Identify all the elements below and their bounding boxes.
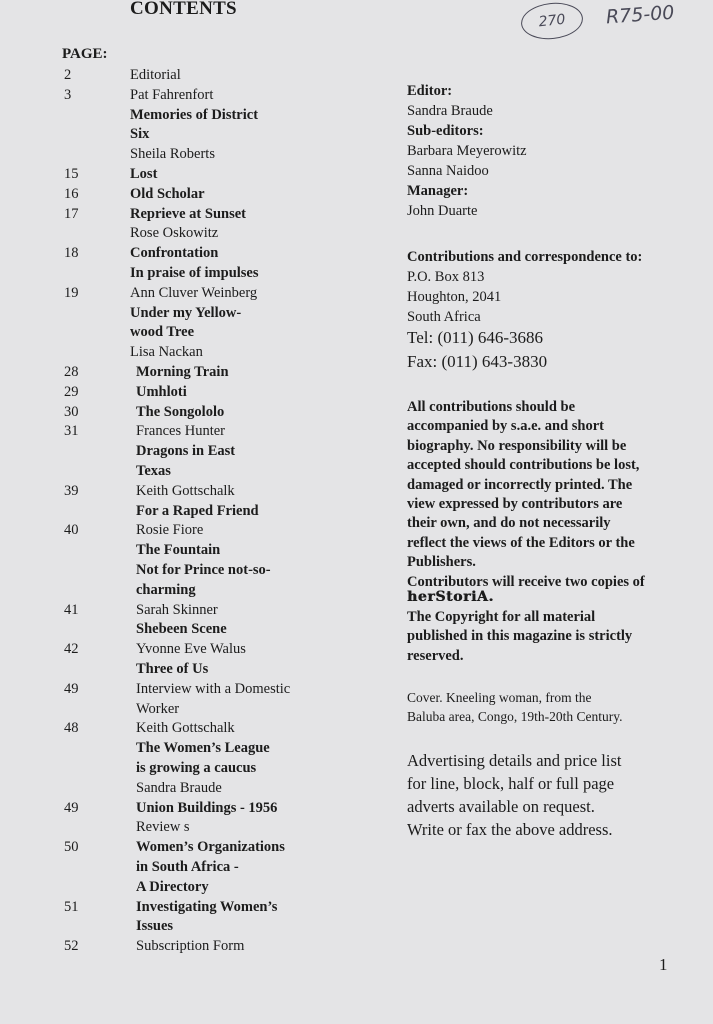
policy-line: view expressed by contributors are	[407, 496, 623, 512]
toc-entry-text: Subscription Form	[136, 938, 245, 955]
staff-line: John Duarte	[407, 203, 478, 219]
toc-page-number: 42	[64, 641, 79, 658]
page-title: CONTENTS	[130, 0, 237, 19]
toc-entry-text: Six	[130, 126, 150, 143]
handwritten-price: R75-00	[605, 1, 676, 29]
policy-line: their own, and do not necessarily	[407, 515, 611, 532]
toc-page-number: 40	[64, 522, 79, 539]
staff-line: Editor:	[407, 83, 453, 99]
toc-page-number: 15	[64, 166, 79, 182]
toc-page-number: 49	[64, 680, 79, 697]
toc-entry-text: is growing a caucus	[136, 760, 257, 776]
toc-entry-text: Pat Fahrenfort	[130, 86, 214, 103]
toc-page-number: 39	[64, 482, 79, 499]
toc-entry-text: Not for Prince not-so-	[136, 562, 271, 578]
toc-entry-text: A Directory	[136, 878, 209, 895]
policy-line: All contributions should be	[407, 399, 576, 415]
toc-entry-text: Yvonne Eve Walus	[136, 641, 246, 658]
toc-entry-text: Sandra Braude	[136, 779, 222, 796]
toc-entry-text: Texas	[136, 463, 171, 479]
toc-entry-text: For a Raped Friend	[136, 502, 259, 519]
toc-entry-text: Keith Gottschalk	[136, 482, 235, 499]
toc-entry-text: Sarah Skinner	[136, 601, 218, 618]
telephone: Tel: (011) 646-3686	[407, 328, 544, 347]
policy-line: accepted should contributions be lost,	[407, 457, 640, 474]
toc-page-number: 50	[64, 839, 79, 856]
toc-entry-text: The Women’s League	[136, 740, 270, 757]
toc-page-number: 49	[64, 799, 79, 816]
toc-entry-text: wood Tree	[130, 324, 195, 341]
toc-entry-text: Issues	[136, 918, 174, 935]
toc-page-number: 19	[64, 284, 79, 301]
toc-entry-text: Ann Cluver Weinberg	[130, 284, 258, 301]
toc-page-number: 30	[64, 403, 79, 420]
toc-page-number: 17	[64, 205, 79, 222]
toc-page-number: 16	[64, 185, 79, 202]
toc-entry-text: The Fountain	[136, 542, 221, 559]
toc-entry-text: Dragons in East	[136, 443, 236, 460]
staff-line: Manager:	[407, 183, 469, 199]
toc-entry-text: Investigating Women’s	[136, 898, 278, 915]
policy-line: reflect the views of the Editors or the	[407, 534, 635, 551]
toc-page-number: 48	[64, 720, 79, 737]
toc-entry-text: Union Buildings - 1956	[136, 799, 278, 816]
toc-entry-text: Lost	[130, 166, 158, 182]
policy-line: damaged or incorrectly printed. The	[407, 476, 633, 493]
toc-entry-text: The Songololo	[136, 403, 225, 420]
toc-entry-text: Rose Oskowitz	[130, 225, 219, 242]
toc-page-number: 18	[64, 245, 79, 262]
cover-credit-line: Baluba area, Congo, 19th-20th Century.	[407, 709, 623, 724]
toc-page-number: 31	[64, 423, 79, 440]
toc-entry-text: charming	[136, 581, 196, 598]
staff-line: Barbara Meyerowitz	[407, 143, 527, 159]
copyright-line: reserved.	[407, 647, 464, 664]
toc-entry-text: Memories of District	[130, 106, 259, 123]
toc-entry-text: Review s	[136, 819, 190, 836]
toc-page-number: 2	[64, 67, 72, 83]
copyright-line: The Copyright for all material	[407, 609, 596, 625]
handwritten-number: 270	[519, 0, 584, 42]
policy-line: Publishers.	[407, 554, 476, 571]
toc-entry-text: Old Scholar	[130, 185, 205, 202]
page-column-label: PAGE:	[62, 46, 108, 62]
toc-entry-text: Three of Us	[136, 661, 209, 677]
advertising-line: for line, block, half or full page	[407, 774, 615, 793]
brand-logo: herStoriA.	[407, 589, 494, 605]
advertising-line: Write or fax the above address.	[407, 820, 613, 839]
toc-entry-text: Women’s Organizations	[136, 839, 285, 856]
toc-entry-text: Umhloti	[136, 383, 187, 400]
address-line: South Africa	[407, 309, 481, 325]
toc-entry-text: in South Africa -	[136, 859, 239, 875]
toc-entry-text: Under my Yellow-	[130, 304, 242, 321]
fax: Fax: (011) 643-3830	[407, 352, 548, 371]
toc-entry-text: In praise of impulses	[130, 265, 259, 281]
copyright-line: published in this magazine is strictly	[407, 628, 633, 645]
toc-page-number: 28	[64, 364, 79, 380]
advertising-line: Advertising details and price list	[407, 751, 622, 770]
page-number: 1	[659, 955, 668, 974]
toc-entry-text: Frances Hunter	[136, 423, 225, 440]
staff-line: Sandra Braude	[407, 103, 493, 119]
address-line: P.O. Box 813	[407, 269, 485, 285]
policy-line: biography. No responsibility will be	[407, 437, 627, 454]
toc-entry-text: Sheila Roberts	[130, 146, 215, 163]
toc-entry-text: Confrontation	[130, 245, 219, 262]
toc-page-number: 52	[64, 938, 79, 955]
policy-line: accompanied by s.a.e. and short	[407, 418, 604, 435]
staff-line: Sanna Naidoo	[407, 163, 489, 179]
toc-entry-text: Editorial	[130, 67, 181, 83]
staff-line: Sub-editors:	[407, 123, 484, 139]
toc-entry-text: Reprieve at Sunset	[130, 205, 246, 222]
toc-entry-text: Keith Gottschalk	[136, 720, 235, 737]
address-line: Houghton, 2041	[407, 289, 502, 305]
toc-page-number: 51	[64, 898, 79, 915]
cover-credit-line: Cover. Kneeling woman, from the	[407, 690, 592, 705]
toc-entry-text: Interview with a Domestic	[136, 680, 291, 697]
toc-page-number: 3	[64, 86, 72, 103]
toc-entry-text: Lisa Nackan	[130, 344, 203, 361]
toc-entry-text: Shebeen Scene	[136, 621, 227, 638]
policy-line: Contributors will receive two copies of	[407, 573, 645, 590]
toc-entry-text: Morning Train	[136, 364, 229, 380]
contact-heading: Contributions and correspondence to:	[407, 249, 643, 265]
toc-page-number: 29	[64, 383, 79, 400]
toc-entry-text: Worker	[136, 700, 180, 717]
advertising-line: adverts available on request.	[407, 797, 595, 816]
toc-entry-text: Rosie Fiore	[136, 522, 204, 539]
toc-page-number: 41	[64, 601, 79, 618]
